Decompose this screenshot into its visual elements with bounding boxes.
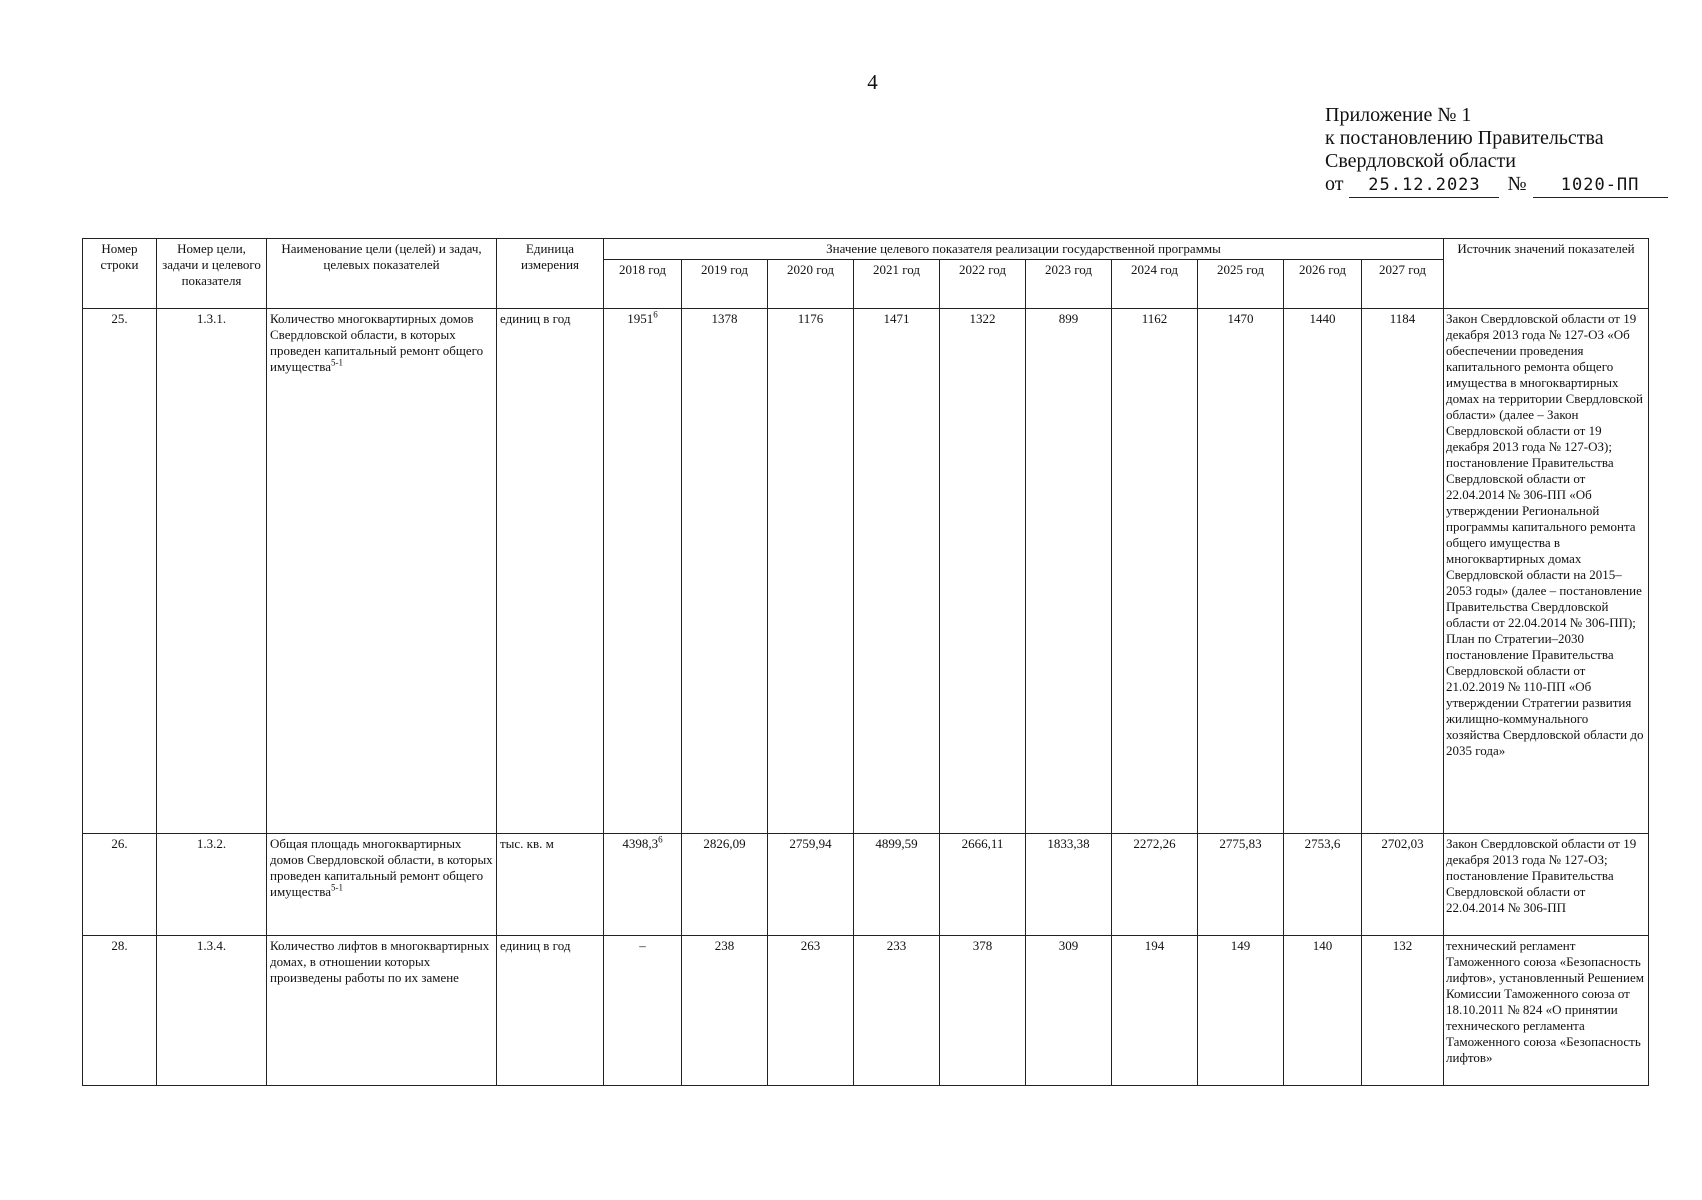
value-2021: 1471 (854, 309, 940, 834)
annex-number: 1020-ПП (1533, 174, 1668, 198)
header-year: 2024 год (1112, 260, 1198, 309)
value-2023: 1833,38 (1026, 834, 1112, 936)
goal-number: 1.3.4. (157, 936, 267, 1086)
header-year: 2025 год (1198, 260, 1284, 309)
value-2020: 263 (768, 936, 854, 1086)
value-2022: 1322 (940, 309, 1026, 834)
value-text: 4398,3 (622, 836, 659, 851)
annex-line-2: к постановлению Правительства (1325, 127, 1604, 149)
value-2019: 2826,09 (682, 834, 768, 936)
value-2024: 194 (1112, 936, 1198, 1086)
footnote-mark: 6 (658, 834, 663, 845)
goal-number: 1.3.2. (157, 834, 267, 936)
number-label: № (1507, 173, 1527, 195)
header-year: 2022 год (940, 260, 1026, 309)
value-2020: 1176 (768, 309, 854, 834)
row-number: 25. (83, 309, 157, 834)
value-2026: 1440 (1284, 309, 1362, 834)
indicator-name (267, 309, 497, 834)
value-2027: 2702,03 (1362, 834, 1444, 936)
source: Закон Свердловской области от 19 декабря 2013 года № 127-ОЗ «Об обеспечении проведения капитального ремонта общего имущества в многоквартирных домах на территории Свердловской области» (далее – Закон Свердловской области от 19 декабря 2013 года № 127-ОЗ); постановление Правительства Свердловской области от 22.04.2014 № 306-ПП «Об утверждении Региональной программы капитального ремонта общего имущества в многоквартирных домах Свердловской области на 2015–2053 годы» (далее – постановление Правительства Свердловской области от 22.04.2014 № 306-ПП); План по Стратегии–2030 постановление Правительства Свердловской области от 21.02.2019 № 110-ПП «Об утверждении Стратегии развития жилищно-коммунального хозяйства Свердловской области до 2035 года» (1444, 309, 1649, 834)
indicators-table (82, 238, 1649, 1086)
header-year: 2027 год (1362, 260, 1444, 309)
value-2024: 2272,26 (1112, 834, 1198, 936)
header-year: 2018 год (604, 260, 682, 309)
annex-date: 25.12.2023 (1349, 174, 1499, 198)
header-year: 2020 год (768, 260, 854, 309)
header-year: 2026 год (1284, 260, 1362, 309)
indicator-name (267, 936, 497, 1086)
header-source: Источник значений показателей (1444, 239, 1649, 309)
header-unit: Единица измерения (497, 239, 604, 309)
header-year: 2023 год (1026, 260, 1112, 309)
indicator-name-text: Количество лифтов в многоквартирных домах, в отношении которых произведены работы по их замене (270, 938, 490, 985)
indicator-name-text: Количество многоквартирных домов Свердловской области, в которых проведен капитальный ремонт общего имущества (270, 311, 484, 374)
value-text: 1951 (627, 311, 654, 326)
source: Закон Свердловской области от 19 декабря 2013 года № 127-ОЗ; постановление Правительства Свердловской области от 22.04.2014 № 306-ПП (1444, 834, 1649, 936)
value-2020: 2759,94 (768, 834, 854, 936)
footnote-mark: 5-1 (330, 882, 343, 893)
value-2019: 238 (682, 936, 768, 1086)
value-2023: 899 (1026, 309, 1112, 834)
annex-line-3: Свердловской области (1325, 150, 1516, 172)
value-2018 (604, 309, 682, 834)
table-row (83, 936, 1649, 1086)
value-2025: 1470 (1198, 309, 1284, 834)
value-2018 (604, 834, 682, 936)
header-row-no: Номер строки (83, 239, 157, 309)
value-text: – (639, 938, 646, 953)
header-year: 2019 год (682, 260, 768, 309)
value-2025: 149 (1198, 936, 1284, 1086)
header-year: 2021 год (854, 260, 940, 309)
value-2018 (604, 936, 682, 1086)
unit: единиц в год (497, 936, 604, 1086)
annex-title: Приложение № 1 (1325, 104, 1472, 126)
value-2026: 140 (1284, 936, 1362, 1086)
value-2021: 4899,59 (854, 834, 940, 936)
value-2019: 1378 (682, 309, 768, 834)
unit: тыс. кв. м (497, 834, 604, 936)
from-label: от (1325, 173, 1344, 195)
indicator-name (267, 834, 497, 936)
row-number: 26. (83, 834, 157, 936)
header-name: Наименование цели (целей) и задач, целевых показателей (267, 239, 497, 309)
value-2022: 2666,11 (940, 834, 1026, 936)
goal-number: 1.3.1. (157, 309, 267, 834)
footnote-mark: 5-1 (330, 357, 343, 368)
page-number: 4 (867, 70, 878, 94)
indicator-name-text: Общая площадь многоквартирных домов Свердловской области, в которых проведен капитальный ремонт общего имущества (270, 836, 493, 899)
unit: единиц в год (497, 309, 604, 834)
table-row (83, 309, 1649, 834)
value-2021: 233 (854, 936, 940, 1086)
value-2026: 2753,6 (1284, 834, 1362, 936)
value-2023: 309 (1026, 936, 1112, 1086)
annex-date-number (1325, 173, 1668, 198)
header-goal-no: Номер цели, задачи и целевого показателя (157, 239, 267, 309)
annex-block (1325, 104, 1668, 198)
footnote-mark: 6 (653, 309, 658, 320)
value-2024: 1162 (1112, 309, 1198, 834)
value-2027: 1184 (1362, 309, 1444, 834)
row-number: 28. (83, 936, 157, 1086)
header-values-group: Значение целевого показателя реализации государственной программы (604, 239, 1444, 260)
table-row (83, 834, 1649, 936)
header-row-1 (83, 239, 1649, 260)
value-2027: 132 (1362, 936, 1444, 1086)
source: технический регламент Таможенного союза «Безопасность лифтов», установленный Решением Комиссии Таможенного союза от 18.10.2011 № 824 «О принятии технического регламента Таможенного союза «Безопасность лифтов» (1444, 936, 1649, 1086)
value-2025: 2775,83 (1198, 834, 1284, 936)
value-2022: 378 (940, 936, 1026, 1086)
